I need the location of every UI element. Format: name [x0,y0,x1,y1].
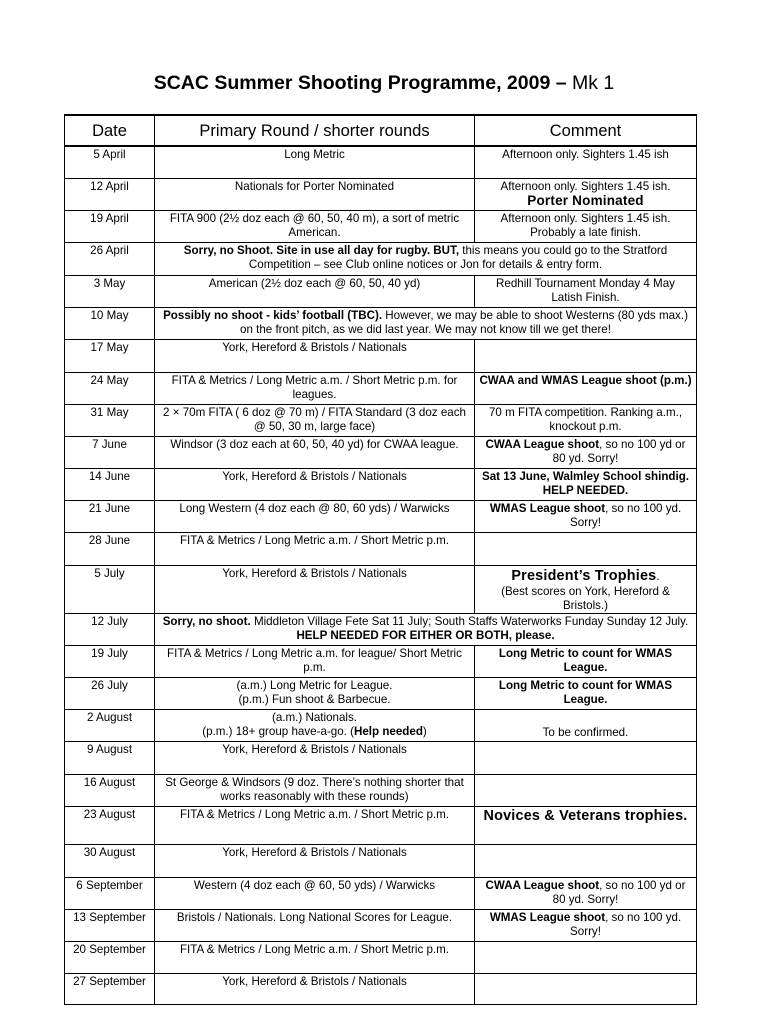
date-cell: 21 June [65,500,155,532]
date-cell: 28 June [65,532,155,565]
table-row [65,565,697,613]
comment-cell: Sat 13 June, Walmley School shindig. HELP NEEDED. [475,468,697,500]
round-cell: York, Hereford & Bristols / Nationals [155,468,475,500]
comment-cell [475,941,697,973]
round-cell: Western (4 doz each @ 60, 50 yds) / Warwicks [155,877,475,909]
comment-cell: Afternoon only. Sighters 1.45 ish. Probably a late finish. [475,210,697,242]
date-cell: 9 August [65,741,155,774]
title-version: Mk 1 [566,72,615,94]
comment-cell [475,844,697,877]
header-date: Date [65,115,155,146]
table-row [65,275,697,307]
header-round: Primary Round / shorter rounds [155,115,475,146]
round-cell: St George & Windsors (9 doz. There’s nothing shorter that works reasonably with these rounds) [155,774,475,806]
date-cell: 20 September [65,941,155,973]
table-row [65,941,697,973]
table-header-row [65,115,697,146]
notice-bold-2: HELP NEEDED FOR EITHER OR BOTH, please. [296,628,555,642]
round-cell: York, Hereford & Bristols / Nationals [155,973,475,1004]
table-row [65,339,697,372]
round-cell: FITA & Metrics / Long Metric a.m. / Short Metric p.m. [155,941,475,973]
round-line-1: (a.m.) Nationals. [271,710,358,724]
comment-highlight: Porter Nominated [527,192,644,208]
comment-text: , so no 100 yd. Sorry! [570,910,682,938]
notice-text: However, we may be able to shoot Westerns (80 yds max.) on the front pitch, as we did last year. We may not know till we get there! [240,308,688,336]
round-cell: Nationals for Porter Nominated [155,178,475,210]
comment-cell [475,532,697,565]
table-row [65,146,697,178]
date-cell: 24 May [65,372,155,404]
round-cell: FITA & Metrics / Long Metric a.m. / Short Metric p.m. [155,532,475,565]
page-title [0,72,768,95]
round-cell [155,709,475,741]
table-row [65,741,697,774]
comment-bold: WMAS League shoot [489,910,606,924]
comment-highlight: Novices & Veterans trophies. [483,807,688,824]
round-line-2-pre: (p.m.) 18+ group have-a-go. ( [202,724,354,738]
comment-cell: CWAA and WMAS League shoot (p.m.) [475,372,697,404]
round-cell: Long Metric [155,146,475,178]
date-cell: 6 September [65,877,155,909]
comment-text: , so no 100 yd or 80 yd. Sorry! [552,878,686,906]
date-cell: 31 May [65,404,155,436]
date-cell: 5 July [65,565,155,613]
table-row [65,613,697,645]
comment-cell: To be confirmed. [475,709,697,741]
round-cell [155,677,475,709]
date-cell: 27 September [65,973,155,1004]
notice-cell [155,307,697,339]
title-main: SCAC Summer Shooting Programme, 2009 – [153,72,567,94]
round-cell: Bristols / Nationals. Long National Scores for League. [155,909,475,941]
table-row [65,242,697,275]
round-cell: Long Western (4 doz each @ 80, 60 yds) / Warwicks [155,500,475,532]
comment-cell [475,178,697,210]
round-cell: American (2½ doz each @ 60, 50, 40 yd) [155,275,475,307]
table-row [65,774,697,806]
notice-bold: Sorry, no Shoot. Site in use all day for rugby. BUT, [183,243,460,257]
table-row [65,677,697,709]
round-cell: FITA & Metrics / Long Metric a.m. for league/ Short Metric p.m. [155,645,475,677]
comment-cell [475,500,697,532]
table-row [65,532,697,565]
comment-text: Afternoon only. Sighters 1.45 ish. [500,179,671,193]
notice-bold: Sorry, no shoot. [162,614,251,628]
date-cell: 26 April [65,242,155,275]
round-line-2: (p.m.) Fun shoot & Barbecue. [238,692,391,706]
comment-highlight-end: . [656,569,660,583]
comment-cell: 70 m FITA competition. Ranking a.m., knockout p.m. [475,404,697,436]
comment-cell [475,339,697,372]
round-cell: FITA & Metrics / Long Metric a.m. / Short Metric p.m. [155,806,475,844]
round-cell: York, Hereford & Bristols / Nationals [155,844,475,877]
comment-text: (Best scores on York, Hereford & Bristols.) [501,584,670,612]
date-cell: 13 September [65,909,155,941]
round-line-2-post: ) [422,724,427,738]
comment-highlight: President’s Trophies [511,567,657,584]
notice-text: Middleton Village Fete Sat 11 July; South Staffs Waterworks Funday Sunday 12 July. [250,614,689,628]
comment-text: , so no 100 yd. Sorry! [570,501,682,529]
table-row [65,178,697,210]
table-row [65,709,697,741]
table-row [65,372,697,404]
round-cell: 2 × 70m FITA ( 6 doz @ 70 m) / FITA Standard (3 doz each @ 50, 30 m, large face) [155,404,475,436]
comment-bold: WMAS League shoot [489,501,606,515]
table-row [65,806,697,844]
comment-cell [475,774,697,806]
table-row [65,500,697,532]
header-comment: Comment [475,115,697,146]
notice-cell [155,242,697,275]
round-cell: York, Hereford & Bristols / Nationals [155,741,475,774]
date-cell: 12 April [65,178,155,210]
table-row [65,210,697,242]
date-cell: 7 June [65,436,155,468]
table-row [65,909,697,941]
comment-cell [475,909,697,941]
comment-cell: Afternoon only. Sighters 1.45 ish [475,146,697,178]
table-row [65,307,697,339]
comment-cell: Long Metric to count for WMAS League. [475,677,697,709]
table-row [65,436,697,468]
date-cell: 16 August [65,774,155,806]
date-cell: 3 May [65,275,155,307]
date-cell: 2 August [65,709,155,741]
comment-text: , so no 100 yd or 80 yd. Sorry! [552,437,686,465]
date-cell: 17 May [65,339,155,372]
comment-cell [475,806,697,844]
date-cell: 14 June [65,468,155,500]
table-row [65,645,697,677]
comment-cell [475,565,697,613]
table-row [65,973,697,1004]
table-row [65,877,697,909]
comment-cell [475,436,697,468]
comment-cell [475,877,697,909]
table-row [65,404,697,436]
date-cell: 19 April [65,210,155,242]
comment-bold: CWAA League shoot [485,437,600,451]
round-cell: FITA 900 (2½ doz each @ 60, 50, 40 m), a sort of metric American. [155,210,475,242]
date-cell: 23 August [65,806,155,844]
round-cell: Windsor (3 doz each at 60, 50, 40 yd) for CWAA league. [155,436,475,468]
round-line-1: (a.m.) Long Metric for League. [236,678,393,692]
round-cell: York, Hereford & Bristols / Nationals [155,339,475,372]
table-row [65,844,697,877]
date-cell: 30 August [65,844,155,877]
comment-cell [475,741,697,774]
notice-text: this means you could go to the Stratford Competition – see Club online notices or Jon for details & entry form. [248,243,668,271]
notice-bold: Possibly no shoot - kids’ football (TBC). [163,308,383,322]
round-cell: York, Hereford & Bristols / Nationals [155,565,475,613]
date-cell: 10 May [65,307,155,339]
table-row [65,468,697,500]
date-cell: 12 July [65,613,155,645]
round-cell: FITA & Metrics / Long Metric a.m. / Short Metric p.m. for leagues. [155,372,475,404]
comment-cell: Redhill Tournament Monday 4 May Latish Finish. [475,275,697,307]
round-line-2-bold: Help needed [353,724,423,738]
comment-cell: Long Metric to count for WMAS League. [475,645,697,677]
date-cell: 19 July [65,645,155,677]
comment-bold: CWAA League shoot [485,878,600,892]
schedule-table [64,114,697,1005]
date-cell: 26 July [65,677,155,709]
date-cell: 5 April [65,146,155,178]
comment-cell [475,973,697,1004]
notice-cell [155,613,697,645]
